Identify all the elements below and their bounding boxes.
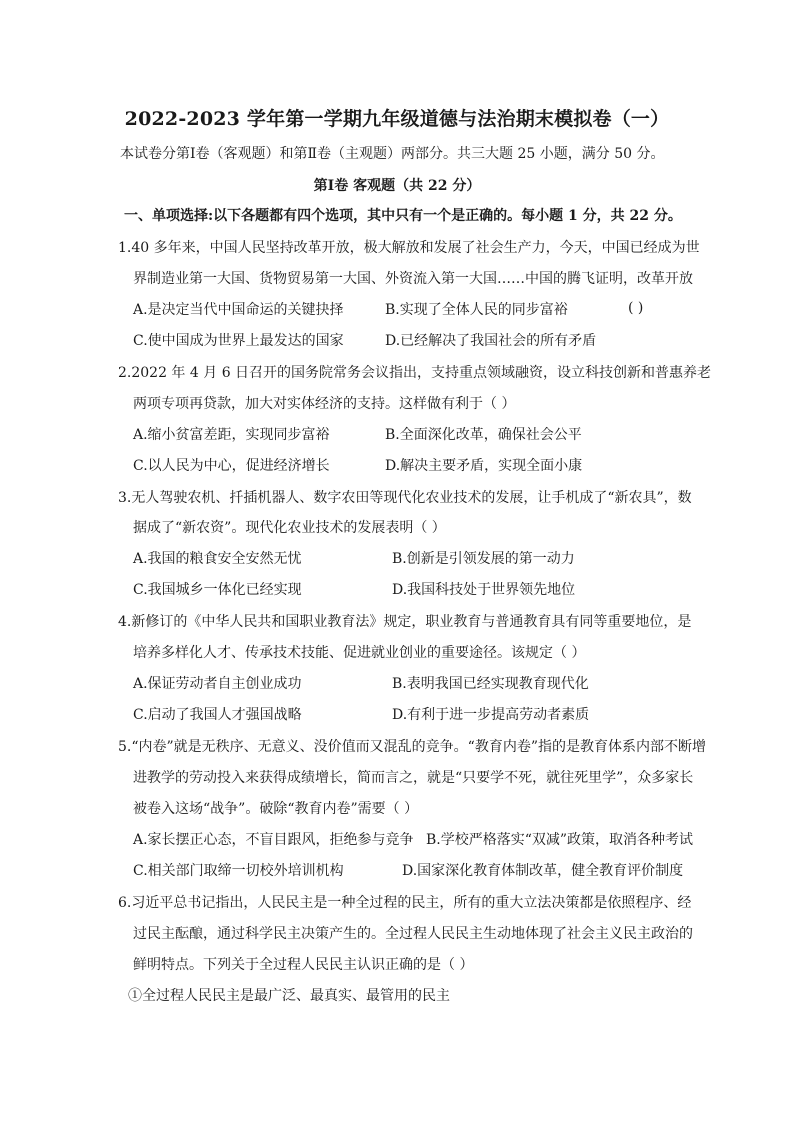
question-3-line-1: 3.无人驾驶农机、扦插机器人、数字农田等现代化农业技术的发展，让手机成了“新农具”，数 — [118, 490, 692, 506]
question-1-option-b: B.实现了全体人民的同步富裕 — [385, 302, 568, 318]
question-6-statement-1: ①全过程人民民主是最广泛、最真实、最管用的民主 — [128, 988, 450, 1004]
question-1-option-d: D.已经解决了我国社会的所有矛盾 — [385, 333, 597, 349]
question-4-line-2: 培养多样化人才、传承技术技能、促进就业创业的重要途径。该规定（ ） — [133, 645, 586, 661]
question-5-option-d: D.国家深化教育体制改革，健全教育评价制度 — [402, 863, 684, 879]
question-4-option-b: B.表明我国已经实现教育现代化 — [392, 676, 589, 692]
question-1-answer-paren: ( ) — [628, 300, 644, 316]
question-1-line-1: 1.40 多年来，中国人民坚持改革开放，极大解放和发展了社会生产力，今天，中国已经成为世 — [118, 240, 700, 256]
question-2-line-1: 2.2022 年 4 月 6 日召开的国务院常务会议指出，支持重点领域融资，设立科技创新和普惠养老 — [118, 365, 712, 381]
section-heading: 第Ⅰ卷 客观题（共 22 分） — [313, 178, 481, 194]
question-1-option-a: A.是决定当代中国命运的关键抉择 — [133, 302, 344, 318]
question-1-option-c: C.使中国成为世界上最发达的国家 — [133, 333, 344, 349]
question-5-line-1: 5.“内卷”就是无秩序、无意义、没价值而又混乱的竞争。“教育内卷”指的是教育体系内部不断增 — [118, 739, 706, 755]
question-5-option-a: A.家长摆正心态，不盲目跟风，拒绝参与竞争 — [133, 832, 414, 848]
question-3-option-d: D.我国科技处于世界领先地位 — [392, 582, 576, 598]
part-heading: 一、单项选择:以下各题都有四个选项，其中只有一个是正确的。每小题 1 分，共 22 分。 — [124, 208, 682, 224]
question-2-option-b: B.全面深化改革，确保社会公平 — [385, 427, 582, 443]
question-2-option-a: A.缩小贫富差距，实现同步富裕 — [133, 427, 330, 443]
question-5-option-c: C.相关部门取缔一切校外培训机构 — [133, 863, 344, 879]
question-5-line-2: 进教学的劳动投入来获得成绩增长，简而言之，就是“只要学不死，就往死里学”，众多家长 — [133, 770, 694, 786]
question-3-option-b: B.创新是引领发展的第一动力 — [392, 551, 575, 567]
exam-title: 2022-2023 学年第一学期九年级道德与法治期末模拟卷（一） — [124, 108, 670, 130]
question-2-option-d: D.解决主要矛盾，实现全面小康 — [385, 458, 583, 474]
question-3-option-a: A.我国的粮食安全安然无忧 — [133, 551, 302, 567]
question-5-option-b: B.学校严格落实“双减”政策，取消各种考试 — [426, 832, 694, 848]
exam-intro: 本试卷分第Ⅰ卷（客观题）和第Ⅱ卷（主观题）两部分。共三大题 25 小题，满分 50 分。 — [120, 146, 665, 162]
question-4-option-d: D.有利于进一步提高劳动者素质 — [392, 707, 590, 723]
question-2-option-c: C.以人民为中心，促进经济增长 — [133, 458, 330, 474]
question-4-option-a: A.保证劳动者自主创业成功 — [133, 676, 302, 692]
question-5-line-3: 被卷入这场“战争”。破除“教育内卷”需要（ ） — [133, 801, 419, 817]
question-6-line-3: 鲜明特点。下列关于全过程人民民主认识正确的是（ ） — [133, 957, 474, 973]
question-6-line-1: 6.习近平总书记指出，人民民主是一种全过程的民主，所有的重大立法决策都是依照程序、经 — [118, 895, 692, 911]
question-3-line-2: 据成了“新农资”。现代化农业技术的发展表明（ ） — [133, 520, 446, 536]
question-2-line-2: 两项专项再贷款，加大对实体经济的支持。这样做有利于（ ） — [133, 396, 516, 412]
question-1-line-2: 界制造业第一大国、货物贸易第一大国、外资流入第一大国……中国的腾飞证明，改革开放 — [133, 271, 693, 287]
question-4-line-1: 4.新修订的《中华人民共和国职业教育法》规定，职业教育与普通教育具有同等重要地位，是 — [118, 614, 692, 630]
question-4-option-c: C.启动了我国人才强国战略 — [133, 707, 302, 723]
question-6-line-2: 过民主酝酿，通过科学民主决策产生的。全过程人民民主生动地体现了社会主义民主政治的 — [133, 926, 693, 942]
question-3-option-c: C.我国城乡一体化已经实现 — [133, 582, 302, 598]
